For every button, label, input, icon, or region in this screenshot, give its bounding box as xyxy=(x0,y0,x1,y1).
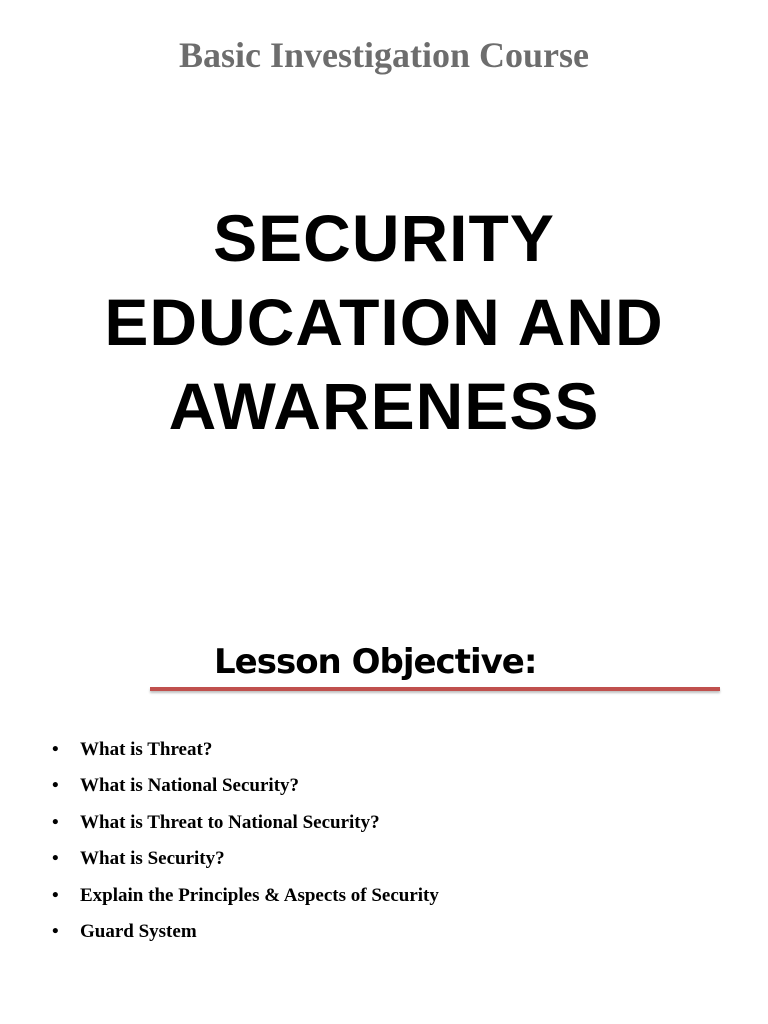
list-item xyxy=(50,732,439,768)
list-item-text: What is National Security? xyxy=(80,775,300,797)
list-item-text: Guard System xyxy=(80,920,197,942)
course-subtitle: Basic Investigation Course xyxy=(178,35,589,75)
title-line-1: SECURITY xyxy=(213,201,555,275)
title-line-2: EDUCATION AND xyxy=(104,285,664,359)
list-item xyxy=(50,805,439,841)
bullet-icon: • xyxy=(52,848,59,870)
lesson-objective-heading: Lesson Objective: xyxy=(214,642,537,682)
heading-divider xyxy=(150,687,720,691)
bullet-icon: • xyxy=(52,884,59,906)
bullet-icon: • xyxy=(52,775,59,797)
list-item-text: What is Threat? xyxy=(80,739,213,760)
list-item xyxy=(50,841,439,877)
title-line-3: AWARENESS xyxy=(168,369,600,443)
list-item-text: Explain the Principles & Aspects of Security xyxy=(80,884,439,906)
bullet-icon: • xyxy=(52,920,59,942)
list-item-text: What is Security? xyxy=(80,848,225,870)
list-item-text: What is Threat to National Security? xyxy=(80,811,380,833)
list-item xyxy=(50,914,439,950)
main-title xyxy=(0,196,768,448)
list-item xyxy=(50,878,439,914)
bullet-icon: • xyxy=(52,739,59,760)
bullet-icon: • xyxy=(52,811,59,833)
list-item xyxy=(50,768,439,804)
objectives-list xyxy=(50,732,439,950)
